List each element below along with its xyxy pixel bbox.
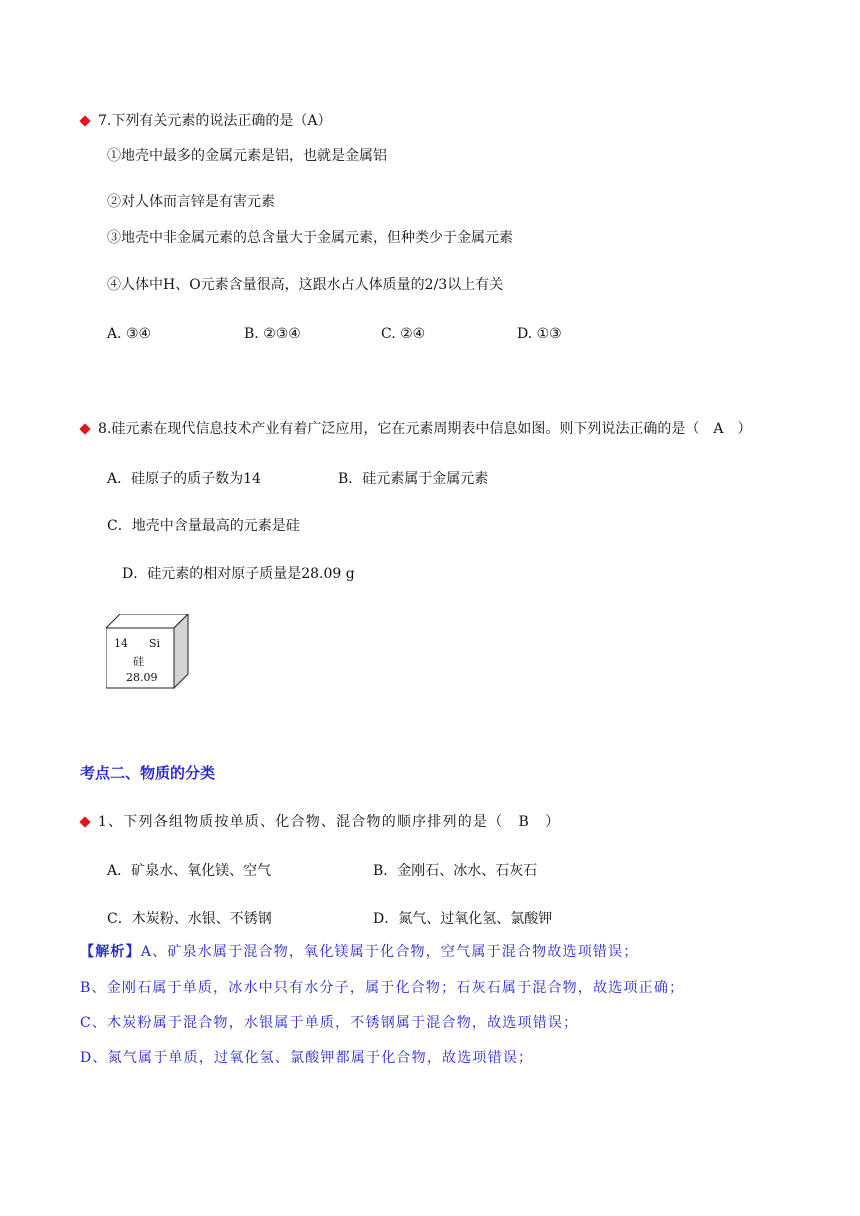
q7-statement-1: ①地壳中最多的金属元素是铝，也就是金属铝 — [107, 148, 387, 164]
q7-option-b: B. ②③④ — [244, 326, 301, 342]
bullet-diamond-icon — [79, 816, 90, 827]
q8-option-a: A．硅原子的质子数为14 — [107, 471, 261, 487]
element-symbol: Si — [149, 637, 161, 650]
s2-q1-option-c: C．木炭粉、水银、不锈钢 — [107, 911, 272, 927]
element-atomic-number: 14 — [114, 637, 128, 650]
bullet-diamond-icon — [79, 423, 90, 434]
q7-option-c: C. ②④ — [381, 326, 426, 342]
element-name: 硅 — [133, 655, 144, 668]
q8-option-b: B．硅元素属于金属元素 — [338, 471, 489, 487]
analysis-line-1 — [80, 945, 639, 959]
q8-option-c: C．地壳中含量最高的元素是硅 — [107, 518, 300, 534]
s2-q1-option-b: B．金刚石、冰水、石灰石 — [373, 863, 538, 879]
s2-q1-option-a: A．矿泉水、氧化镁、空气 — [107, 863, 272, 879]
bullet-diamond-icon — [79, 115, 90, 126]
element-mass: 28.09 — [126, 671, 158, 684]
analysis-line-3: C、木炭粉属于混合物，水银属于单质，不锈钢属于混合物，故选项错误； — [80, 1015, 579, 1031]
q7-statement-3: ③地壳中非金属元素的总含量大于金属元素，但种类少于金属元素 — [107, 230, 513, 246]
s2-q1-stem: 1、下列各组物质按单质、化合物、混合物的顺序排列的是（ B ） — [98, 814, 561, 830]
analysis-line-2: B、金刚石属于单质，冰水中只有水分子，属于化合物；石灰石属于混合物，故选项正确； — [80, 980, 685, 996]
s2-q1-option-d: D．氮气、过氧化氢、氯酸钾 — [373, 911, 553, 927]
q7-statement-2: ②对人体而言锌是有害元素 — [107, 194, 275, 210]
q8-option-d: D．硅元素的相对原子质量是28.09 g — [122, 566, 355, 582]
analysis-tag: 【解析】 — [80, 944, 141, 960]
analysis-line-4: D、氮气属于单质，过氧化氢、氯酸钾都属于化合物，故选项错误； — [80, 1050, 534, 1066]
q8-stem: 8.硅元素在现代信息技术产业有着广泛应用，它在元素周期表中信息如图。则下列说法正确的是（ A ） — [98, 421, 752, 437]
analysis-text-1: A、矿泉水属于混合物，氧化镁属于化合物，空气属于混合物故选项错误； — [140, 944, 639, 960]
q7-stem: 7.下列有关元素的说法正确的是（A） — [98, 113, 332, 129]
q7-statement-4: ④人体中H、O元素含量很高，这跟水占人体质量的2/3以上有关 — [107, 277, 504, 293]
silicon-element-card — [106, 614, 196, 694]
q7-option-d: D. ①③ — [517, 326, 562, 342]
q7-option-a: A. ③④ — [107, 326, 152, 342]
section-heading: 考点二、物质的分类 — [80, 764, 216, 782]
